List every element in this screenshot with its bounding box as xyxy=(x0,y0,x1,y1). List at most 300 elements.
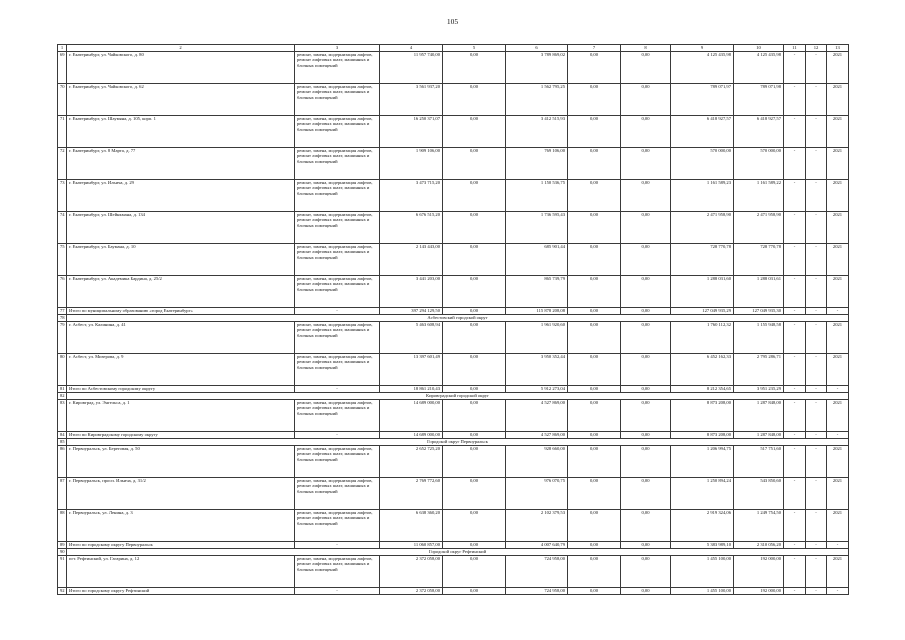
value-c5: 0,00 xyxy=(443,51,506,83)
value-c12: - xyxy=(806,115,827,147)
table-row xyxy=(58,321,849,353)
row-number: 89 xyxy=(58,541,67,548)
address-cell: г. Первоуральск, ул. Ленина, д. 3 xyxy=(67,509,295,541)
work-type-cell: ремонт, замена, модернизация лифтов, ремонт лифтовых шахт, машинных и блочных помещений xyxy=(295,83,380,115)
value-c10: 728 770,78 xyxy=(734,243,784,275)
value-c11: - xyxy=(784,83,806,115)
column-number: 3 xyxy=(295,45,380,52)
value-c7: 0,00 xyxy=(568,385,621,392)
value-c5: 0,00 xyxy=(443,83,506,115)
work-type-cell: ремонт, замена, модернизация лифтов, ремонт лифтовых шахт, машинных и блочных помещений xyxy=(295,147,380,179)
column-number: 10 xyxy=(734,45,784,52)
subtotal-row xyxy=(58,431,849,438)
column-number: 13 xyxy=(827,45,849,52)
work-type-cell: ремонт, замена, модернизация лифтов, ремонт лифтовых шахт, машинных и блочных помещений xyxy=(295,321,380,353)
column-number: 8 xyxy=(621,45,671,52)
value-c7: 0,00 xyxy=(568,115,621,147)
table-row xyxy=(58,555,849,587)
address-cell: г. Екатеринбург, ул. 8 Марта, д. 77 xyxy=(67,147,295,179)
row-number: 87 xyxy=(58,477,67,509)
value-c8: 0,00 xyxy=(621,353,671,385)
value-c4: 3 441 203,00 xyxy=(380,275,443,307)
value-c6: 724 958,00 xyxy=(506,555,568,587)
value-c9: 2 919 324,06 xyxy=(671,509,734,541)
address-cell: г. Первоуральск, просп. Ильича, д. 31/2 xyxy=(67,477,295,509)
value-c9: 2 471 958,90 xyxy=(671,211,734,243)
value-c12: - xyxy=(806,147,827,179)
column-number-row xyxy=(58,45,849,52)
value-c11: - xyxy=(784,385,806,392)
row-number: 74 xyxy=(58,211,67,243)
value-c5: 0,00 xyxy=(443,587,506,594)
value-c8: 0,00 xyxy=(621,115,671,147)
value-c6: 928 660,00 xyxy=(506,445,568,477)
value-c9: 1 250 894,24 xyxy=(671,477,734,509)
repair-registry-table xyxy=(57,44,849,595)
value-c6: 1 150 536,75 xyxy=(506,179,568,211)
value-c5: 0,00 xyxy=(443,243,506,275)
value-c9: 789 071,97 xyxy=(671,83,734,115)
value-c11: - xyxy=(784,115,806,147)
value-c4: 2 769 772,60 xyxy=(380,477,443,509)
value-c11: - xyxy=(784,555,806,587)
value-c10: 789 071,98 xyxy=(734,83,784,115)
value-c5: 0,00 xyxy=(443,275,506,307)
work-type-cell: ремонт, замена, модернизация лифтов, ремонт лифтовых шахт, машинных и блочных помещений xyxy=(295,555,380,587)
subtotal-row xyxy=(58,541,849,548)
value-c11: - xyxy=(784,541,806,548)
value-c12: - xyxy=(806,509,827,541)
value-c13: 2021 xyxy=(827,83,849,115)
value-c11: - xyxy=(784,275,806,307)
value-c6: 115 878 208,08 xyxy=(506,307,568,314)
row-number: 90 xyxy=(58,548,67,555)
value-c11: - xyxy=(784,509,806,541)
value-c13: - xyxy=(827,587,849,594)
value-c7: 0,00 xyxy=(568,509,621,541)
value-c5: 0,00 xyxy=(443,399,506,431)
row-number: 85 xyxy=(58,438,67,445)
row-number: 73 xyxy=(58,179,67,211)
subtotal-label: Итого по городскому округу Рефтинский xyxy=(67,587,295,594)
value-c13: 2021 xyxy=(827,115,849,147)
value-c9: 8 212 354,65 xyxy=(671,385,734,392)
municipality-header-row xyxy=(58,548,849,555)
work-type-cell: ремонт, замена, модернизация лифтов, ремонт лифтовых шахт, машинных и блочных помещений xyxy=(295,243,380,275)
subtotal-label: Итого по муниципальному образованию «город Екатеринбург» xyxy=(67,307,295,314)
value-c12: - xyxy=(806,385,827,392)
column-number: 11 xyxy=(784,45,806,52)
column-number: 5 xyxy=(443,45,506,52)
value-c12: - xyxy=(806,587,827,594)
value-c13: 2021 xyxy=(827,445,849,477)
value-c8: 0,00 xyxy=(621,321,671,353)
subtotal-label: Итого по городскому округу Первоуральск xyxy=(67,541,295,548)
municipality-name: Городской округ Первоуральск xyxy=(67,438,849,445)
value-c4: 11 060 857,00 xyxy=(380,541,443,548)
value-c9: 127 049 935,29 xyxy=(671,307,734,314)
value-c5: 0,00 xyxy=(443,541,506,548)
work-type-cell: ремонт, замена, модернизация лифтов, ремонт лифтовых шахт, машинных и блочных помещений xyxy=(295,445,380,477)
value-c12: - xyxy=(806,307,827,314)
value-c12: - xyxy=(806,477,827,509)
value-c11: - xyxy=(784,147,806,179)
value-c9: 570 000,00 xyxy=(671,147,734,179)
value-c8: 0,00 xyxy=(621,83,671,115)
value-c9: 1 760 112,32 xyxy=(671,321,734,353)
address-cell: г. Екатеринбург, ул. Ильича, д. 29 xyxy=(67,179,295,211)
value-c6: 685 901,44 xyxy=(506,243,568,275)
municipality-name: Асбестовский городской округ xyxy=(67,314,849,321)
value-c11: - xyxy=(784,477,806,509)
value-c7: 0,00 xyxy=(568,243,621,275)
row-number: 81 xyxy=(58,385,67,392)
value-c9: 728 770,78 xyxy=(671,243,734,275)
work-type-cell: ремонт, замена, модернизация лифтов, ремонт лифтовых шахт, машинных и блочных помещений xyxy=(295,399,380,431)
row-number: 80 xyxy=(58,353,67,385)
column-number: 7 xyxy=(568,45,621,52)
work-type-cell: ремонт, замена, модернизация лифтов, ремонт лифтовых шахт, машинных и блочных помещений xyxy=(295,477,380,509)
value-c10: 192 000,00 xyxy=(734,587,784,594)
value-c9: 1 455 100,00 xyxy=(671,555,734,587)
value-c5: 0,00 xyxy=(443,307,506,314)
value-c5: 0,00 xyxy=(443,445,506,477)
row-number: 86 xyxy=(58,445,67,477)
row-number: 92 xyxy=(58,587,67,594)
value-c5: 0,00 xyxy=(443,385,506,392)
value-c12: - xyxy=(806,51,827,83)
value-c7: 0,00 xyxy=(568,83,621,115)
value-c4: 5 463 608,94 xyxy=(380,321,443,353)
subtotal-label: Итого по Кировградскому городскому округу xyxy=(67,431,295,438)
table-row xyxy=(58,179,849,211)
address-cell: г. Асбест, ул. Калинина, д. 41 xyxy=(67,321,295,353)
value-c10: 1 287 848,00 xyxy=(734,431,784,438)
row-number: 76 xyxy=(58,275,67,307)
address-cell: г. Екатеринбург, ул. Шейнкмана, д. 134 xyxy=(67,211,295,243)
value-c6: 4 007 640,79 xyxy=(506,541,568,548)
value-c5: 0,00 xyxy=(443,353,506,385)
value-c12: - xyxy=(806,445,827,477)
value-c13: 2021 xyxy=(827,399,849,431)
work-type-cell: ремонт, замена, модернизация лифтов, ремонт лифтовых шахт, машинных и блочных помещений xyxy=(295,211,380,243)
value-c10: 2 795 286,71 xyxy=(734,353,784,385)
row-number: 71 xyxy=(58,115,67,147)
value-c6: 1 736 595,43 xyxy=(506,211,568,243)
row-number: 75 xyxy=(58,243,67,275)
value-c8: 0,00 xyxy=(621,477,671,509)
value-c12: - xyxy=(806,211,827,243)
value-c11: - xyxy=(784,445,806,477)
value-c6: 865 739,79 xyxy=(506,275,568,307)
value-c9: 6 452 162,33 xyxy=(671,353,734,385)
table-row xyxy=(58,445,849,477)
column-number: 4 xyxy=(380,45,443,52)
value-c11: - xyxy=(784,353,806,385)
value-c10: 1 288 031,61 xyxy=(734,275,784,307)
value-c12: - xyxy=(806,275,827,307)
value-c10: 1 155 948,58 xyxy=(734,321,784,353)
value-c12: - xyxy=(806,353,827,385)
value-c10: 543 850,60 xyxy=(734,477,784,509)
value-c11: - xyxy=(784,587,806,594)
value-c7: 0,00 xyxy=(568,211,621,243)
value-c13: 2021 xyxy=(827,147,849,179)
value-c6: 724 958,00 xyxy=(506,587,568,594)
municipality-header-row xyxy=(58,392,849,399)
value-c6: 2 102 379,53 xyxy=(506,509,568,541)
row-number: 72 xyxy=(58,147,67,179)
value-c4: 16 250 371,07 xyxy=(380,115,443,147)
table-row xyxy=(58,115,849,147)
value-c13: 2021 xyxy=(827,211,849,243)
value-c13: - xyxy=(827,541,849,548)
value-c7: 0,00 xyxy=(568,555,621,587)
municipality-header-row xyxy=(58,314,849,321)
value-c7: 0,00 xyxy=(568,477,621,509)
value-c10: 4 125 435,98 xyxy=(734,51,784,83)
value-c9: 1 288 031,60 xyxy=(671,275,734,307)
work-type-cell: ремонт, замена, модернизация лифтов, ремонт лифтовых шахт, машинных и блочных помещений xyxy=(295,353,380,385)
value-c13: - xyxy=(827,307,849,314)
value-c8: 0,00 xyxy=(621,307,671,314)
value-c6: 4 527 869,00 xyxy=(506,399,568,431)
address-cell: г. Асбест, ул. Мизерова, д. 9 xyxy=(67,353,295,385)
table-row xyxy=(58,477,849,509)
subtotal-row xyxy=(58,385,849,392)
table-row xyxy=(58,243,849,275)
value-c7: 0,00 xyxy=(568,445,621,477)
address-cell: г. Екатеринбург, ул. Чайковского, д. 62 xyxy=(67,83,295,115)
value-c8: 0,00 xyxy=(621,555,671,587)
value-c7: 0,00 xyxy=(568,307,621,314)
value-c4: 14 689 000,00 xyxy=(380,399,443,431)
value-c8: 0,00 xyxy=(621,399,671,431)
value-c6: 769 106,00 xyxy=(506,147,568,179)
work-type-cell: - xyxy=(295,431,380,438)
value-c5: 0,00 xyxy=(443,211,506,243)
value-c5: 0,00 xyxy=(443,115,506,147)
value-c9: 4 125 435,98 xyxy=(671,51,734,83)
value-c13: 2021 xyxy=(827,509,849,541)
work-type-cell: ремонт, замена, модернизация лифтов, ремонт лифтовых шахт, машинных и блочных помещений xyxy=(295,275,380,307)
value-c12: - xyxy=(806,83,827,115)
work-type-cell: - xyxy=(295,587,380,594)
work-type-cell: - xyxy=(295,307,380,314)
value-c4: 6 676 515,20 xyxy=(380,211,443,243)
value-c10: 1 287 848,00 xyxy=(734,399,784,431)
value-c7: 0,00 xyxy=(568,587,621,594)
row-number: 83 xyxy=(58,399,67,431)
value-c12: - xyxy=(806,243,827,275)
subtotal-label: Итого по Асбестовскому городскому округу xyxy=(67,385,295,392)
row-number: 88 xyxy=(58,509,67,541)
value-c13: 2021 xyxy=(827,179,849,211)
value-c4: 2 372 058,00 xyxy=(380,555,443,587)
column-number: 2 xyxy=(67,45,295,52)
value-c11: - xyxy=(784,307,806,314)
value-c13: 2021 xyxy=(827,353,849,385)
municipality-header-row xyxy=(58,438,849,445)
work-type-cell: ремонт, замена, модернизация лифтов, ремонт лифтовых шахт, машинных и блочных помещений xyxy=(295,179,380,211)
value-c8: 0,00 xyxy=(621,51,671,83)
value-c9: 1 455 100,00 xyxy=(671,587,734,594)
subtotal-row xyxy=(58,587,849,594)
row-number: 91 xyxy=(58,555,67,587)
table-row xyxy=(58,275,849,307)
value-c6: 5 912 273,04 xyxy=(506,385,568,392)
work-type-cell: - xyxy=(295,541,380,548)
value-c12: - xyxy=(806,321,827,353)
address-cell: г. Екатеринбург, ул. Чайковского, д. 80 xyxy=(67,51,295,83)
work-type-cell: ремонт, замена, модернизация лифтов, ремонт лифтовых шахт, машинных и блочных помещений xyxy=(295,509,380,541)
value-c13: 2021 xyxy=(827,275,849,307)
value-c13: - xyxy=(827,385,849,392)
work-type-cell: ремонт, замена, модернизация лифтов, ремонт лифтовых шахт, машинных и блочных помещений xyxy=(295,51,380,83)
column-number: 6 xyxy=(506,45,568,52)
value-c6: 1 961 920,60 xyxy=(506,321,568,353)
value-c10: 2 310 056,20 xyxy=(734,541,784,548)
row-number: 79 xyxy=(58,321,67,353)
address-cell: г. Екатеринбург, ул. Академика Бардина, д. 25/2 xyxy=(67,275,295,307)
address-cell: г. Первоуральск, ул. Береговая, д. 50 xyxy=(67,445,295,477)
value-c8: 0,00 xyxy=(621,385,671,392)
column-number: 1 xyxy=(58,45,67,52)
row-number: 77 xyxy=(58,307,67,314)
value-c7: 0,00 xyxy=(568,399,621,431)
table-row xyxy=(58,399,849,431)
value-c4: 18 861 210,43 xyxy=(380,385,443,392)
value-c6: 3 789 869,02 xyxy=(506,51,568,83)
value-c6: 3 412 515,93 xyxy=(506,115,568,147)
value-c8: 0,00 xyxy=(621,541,671,548)
value-c10: 3 951 235,29 xyxy=(734,385,784,392)
value-c13: 2021 xyxy=(827,321,849,353)
page-number: 105 xyxy=(446,17,459,26)
value-c7: 0,00 xyxy=(568,51,621,83)
value-c10: 1 161 589,22 xyxy=(734,179,784,211)
row-number: 84 xyxy=(58,431,67,438)
value-c5: 0,00 xyxy=(443,179,506,211)
address-cell: пгт. Рефтинский, ул. Гагарина, д. 12 xyxy=(67,555,295,587)
table-row xyxy=(58,51,849,83)
value-c10: 517 751,60 xyxy=(734,445,784,477)
value-c8: 0,00 xyxy=(621,445,671,477)
value-c4: 14 689 000,00 xyxy=(380,431,443,438)
value-c4: 3 561 937,20 xyxy=(380,83,443,115)
value-c4: 2 143 443,00 xyxy=(380,243,443,275)
table-row xyxy=(58,211,849,243)
value-c7: 0,00 xyxy=(568,353,621,385)
value-c9: 1 161 589,23 xyxy=(671,179,734,211)
value-c8: 0,00 xyxy=(621,431,671,438)
value-c9: 6 418 927,57 xyxy=(671,115,734,147)
value-c13: 2021 xyxy=(827,243,849,275)
value-c9: 8 873 208,00 xyxy=(671,431,734,438)
value-c5: 0,00 xyxy=(443,147,506,179)
value-c4: 397 294 129,50 xyxy=(380,307,443,314)
value-c9: 1 206 994,75 xyxy=(671,445,734,477)
value-c8: 0,00 xyxy=(621,275,671,307)
value-c6: 3 950 352,44 xyxy=(506,353,568,385)
value-c5: 0,00 xyxy=(443,431,506,438)
value-c4: 11 957 740,00 xyxy=(380,51,443,83)
value-c11: - xyxy=(784,51,806,83)
table-row xyxy=(58,353,849,385)
value-c4: 3 473 715,20 xyxy=(380,179,443,211)
value-c10: 2 471 958,90 xyxy=(734,211,784,243)
value-c10: 127 049 935,30 xyxy=(734,307,784,314)
value-c8: 0,00 xyxy=(621,587,671,594)
value-c4: 2 652 725,20 xyxy=(380,445,443,477)
municipality-name: Городской округ Рефтинский xyxy=(67,548,849,555)
value-c8: 0,00 xyxy=(621,509,671,541)
value-c8: 0,00 xyxy=(621,179,671,211)
value-c11: - xyxy=(784,243,806,275)
value-c5: 0,00 xyxy=(443,509,506,541)
value-c8: 0,00 xyxy=(621,147,671,179)
value-c11: - xyxy=(784,399,806,431)
value-c12: - xyxy=(806,431,827,438)
value-c6: 4 527 869,00 xyxy=(506,431,568,438)
value-c13: 2021 xyxy=(827,477,849,509)
value-c11: - xyxy=(784,211,806,243)
value-c12: - xyxy=(806,179,827,211)
value-c12: - xyxy=(806,399,827,431)
row-number: 82 xyxy=(58,392,67,399)
value-c13: 2021 xyxy=(827,51,849,83)
table-row xyxy=(58,83,849,115)
value-c7: 0,00 xyxy=(568,275,621,307)
value-c9: 5 383 989,10 xyxy=(671,541,734,548)
value-c4: 6 638 360,20 xyxy=(380,509,443,541)
value-c11: - xyxy=(784,179,806,211)
value-c4: 13 397 601,49 xyxy=(380,353,443,385)
table-row xyxy=(58,509,849,541)
value-c6: 1 562 795,25 xyxy=(506,83,568,115)
value-c4: 1 909 106,00 xyxy=(380,147,443,179)
table-row xyxy=(58,147,849,179)
value-c10: 1 249 754,50 xyxy=(734,509,784,541)
value-c12: - xyxy=(806,541,827,548)
value-c12: - xyxy=(806,555,827,587)
value-c10: 570 000,00 xyxy=(734,147,784,179)
value-c7: 0,00 xyxy=(568,321,621,353)
value-c9: 8 873 208,00 xyxy=(671,399,734,431)
work-type-cell: - xyxy=(295,385,380,392)
value-c10: 192 000,00 xyxy=(734,555,784,587)
value-c11: - xyxy=(784,321,806,353)
value-c7: 0,00 xyxy=(568,541,621,548)
value-c7: 0,00 xyxy=(568,431,621,438)
row-number: 70 xyxy=(58,83,67,115)
value-c4: 2 372 058,00 xyxy=(380,587,443,594)
value-c6: 976 070,75 xyxy=(506,477,568,509)
value-c10: 6 418 927,57 xyxy=(734,115,784,147)
column-number: 12 xyxy=(806,45,827,52)
value-c5: 0,00 xyxy=(443,321,506,353)
work-type-cell: ремонт, замена, модернизация лифтов, ремонт лифтовых шахт, машинных и блочных помещений xyxy=(295,115,380,147)
address-cell: г. Екатеринбург, ул. Шаумяна, д. 105, корп. 1 xyxy=(67,115,295,147)
value-c11: - xyxy=(784,431,806,438)
address-cell: г. Екатеринбург, ул. Бауманa, д. 10 xyxy=(67,243,295,275)
value-c7: 0,00 xyxy=(568,179,621,211)
value-c7: 0,00 xyxy=(568,147,621,179)
column-number: 9 xyxy=(671,45,734,52)
address-cell: г. Кировград, ул. Энгельса, д. 1 xyxy=(67,399,295,431)
value-c8: 0,00 xyxy=(621,211,671,243)
value-c13: - xyxy=(827,431,849,438)
